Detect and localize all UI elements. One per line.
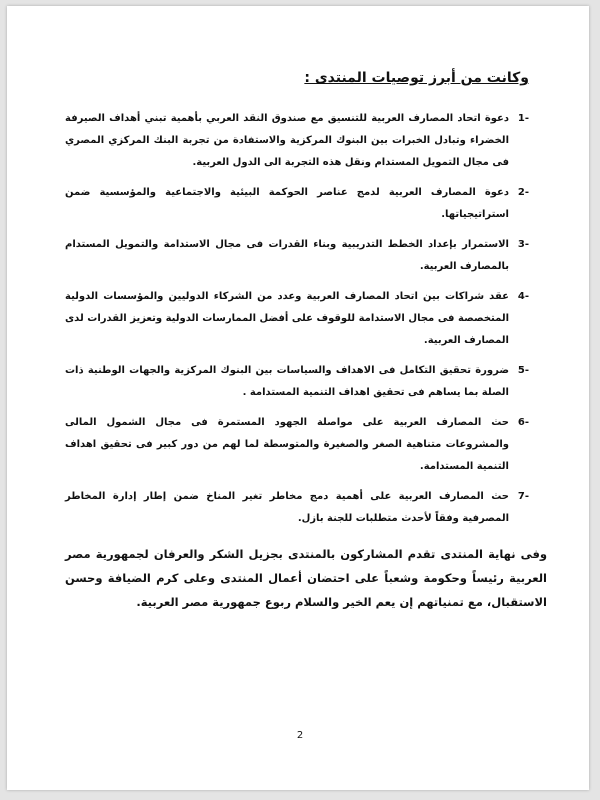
item-text: دعوة اتحاد المصارف العربية للتنسيق مع صندوق النقد العربي بأهمية تبني أهداف الصيرفة الخضراء وتبادل الخبرات بين البنوك المركزية والاستفادة من تجربة البنك المركزي المصري فى مجال التمويل المستدام ونقل هذه التجربة الى الدول العربية.	[65, 113, 509, 168]
item-text: ضرورة تحقيق التكامل فى الاهداف والسياسات بين البنوك المركزية والجهات الوطنية ذات الصلة بما يساهم فى تحقيق اهداف التنمية المستدامة .	[65, 365, 509, 398]
page-number: 2	[296, 730, 304, 741]
item-number: 5-	[517, 365, 529, 376]
list-item	[65, 360, 529, 404]
item-text: حث المصارف العربية على مواصلة الجهود المستمرة فى مجال الشمول المالى والمشروعات متناهية الصغر والصغيرة والمتوسطة لما لهم من دور كبير فى تحقيق اهداف التنمية المستدامة.	[65, 417, 509, 472]
recommendations-list	[65, 108, 529, 530]
list-item	[65, 412, 529, 478]
item-number: 2-	[517, 187, 529, 198]
list-item	[65, 286, 529, 352]
item-number: 7-	[517, 491, 529, 502]
list-item	[65, 182, 529, 226]
closing-paragraph: وفى نهاية المنتدى تقدم المشاركون بالمنتدى بجزيل الشكر والعرفان لجمهورية مصر العربية رئيساً وحكومة وشعباً على احتضان أعمال المنتدى وعلى كرم الضيافة وحسن الاستقبال، مع تمنياتهم إن يعم الخير والسلام ربوع جمهورية مصر العربية.	[65, 547, 547, 609]
item-text: حث المصارف العربية على أهمية دمج مخاطر تغير المناخ ضمن إطار إدارة المخاطر المصرفية وفقاً لأحدث متطلبات للجنة بازل.	[65, 491, 509, 524]
section-heading: وكانت من أبرز توصيات المنتدى :	[304, 70, 529, 86]
item-number: 1-	[517, 113, 529, 124]
document-page	[7, 6, 589, 790]
item-text: الاستمرار بإعداد الخطط التدريبية وبناء القدرات فى مجال الاستدامة والتمويل المستدام بالمصارف العربية.	[65, 239, 509, 272]
list-item	[65, 108, 529, 174]
item-number: 4-	[517, 291, 529, 302]
item-text: عقد شراكات بين اتحاد المصارف العربية وعدد من الشركاء الدوليين والمؤسسات الدولية المتخصصة فى مجال الاستدامة للوقوف على أفضل الممارسات الدولية وتعزيز القدرات لدى المصارف العربية.	[65, 291, 509, 346]
item-number: 6-	[517, 417, 529, 428]
item-number: 3-	[517, 239, 529, 250]
list-item	[65, 234, 529, 278]
list-item	[65, 486, 529, 530]
item-text: دعوة المصارف العربية لدمج عناصر الحوكمة البيئية والاجتماعية والمؤسسية ضمن استراتيجياتها.	[65, 187, 509, 220]
document-body	[65, 68, 547, 614]
